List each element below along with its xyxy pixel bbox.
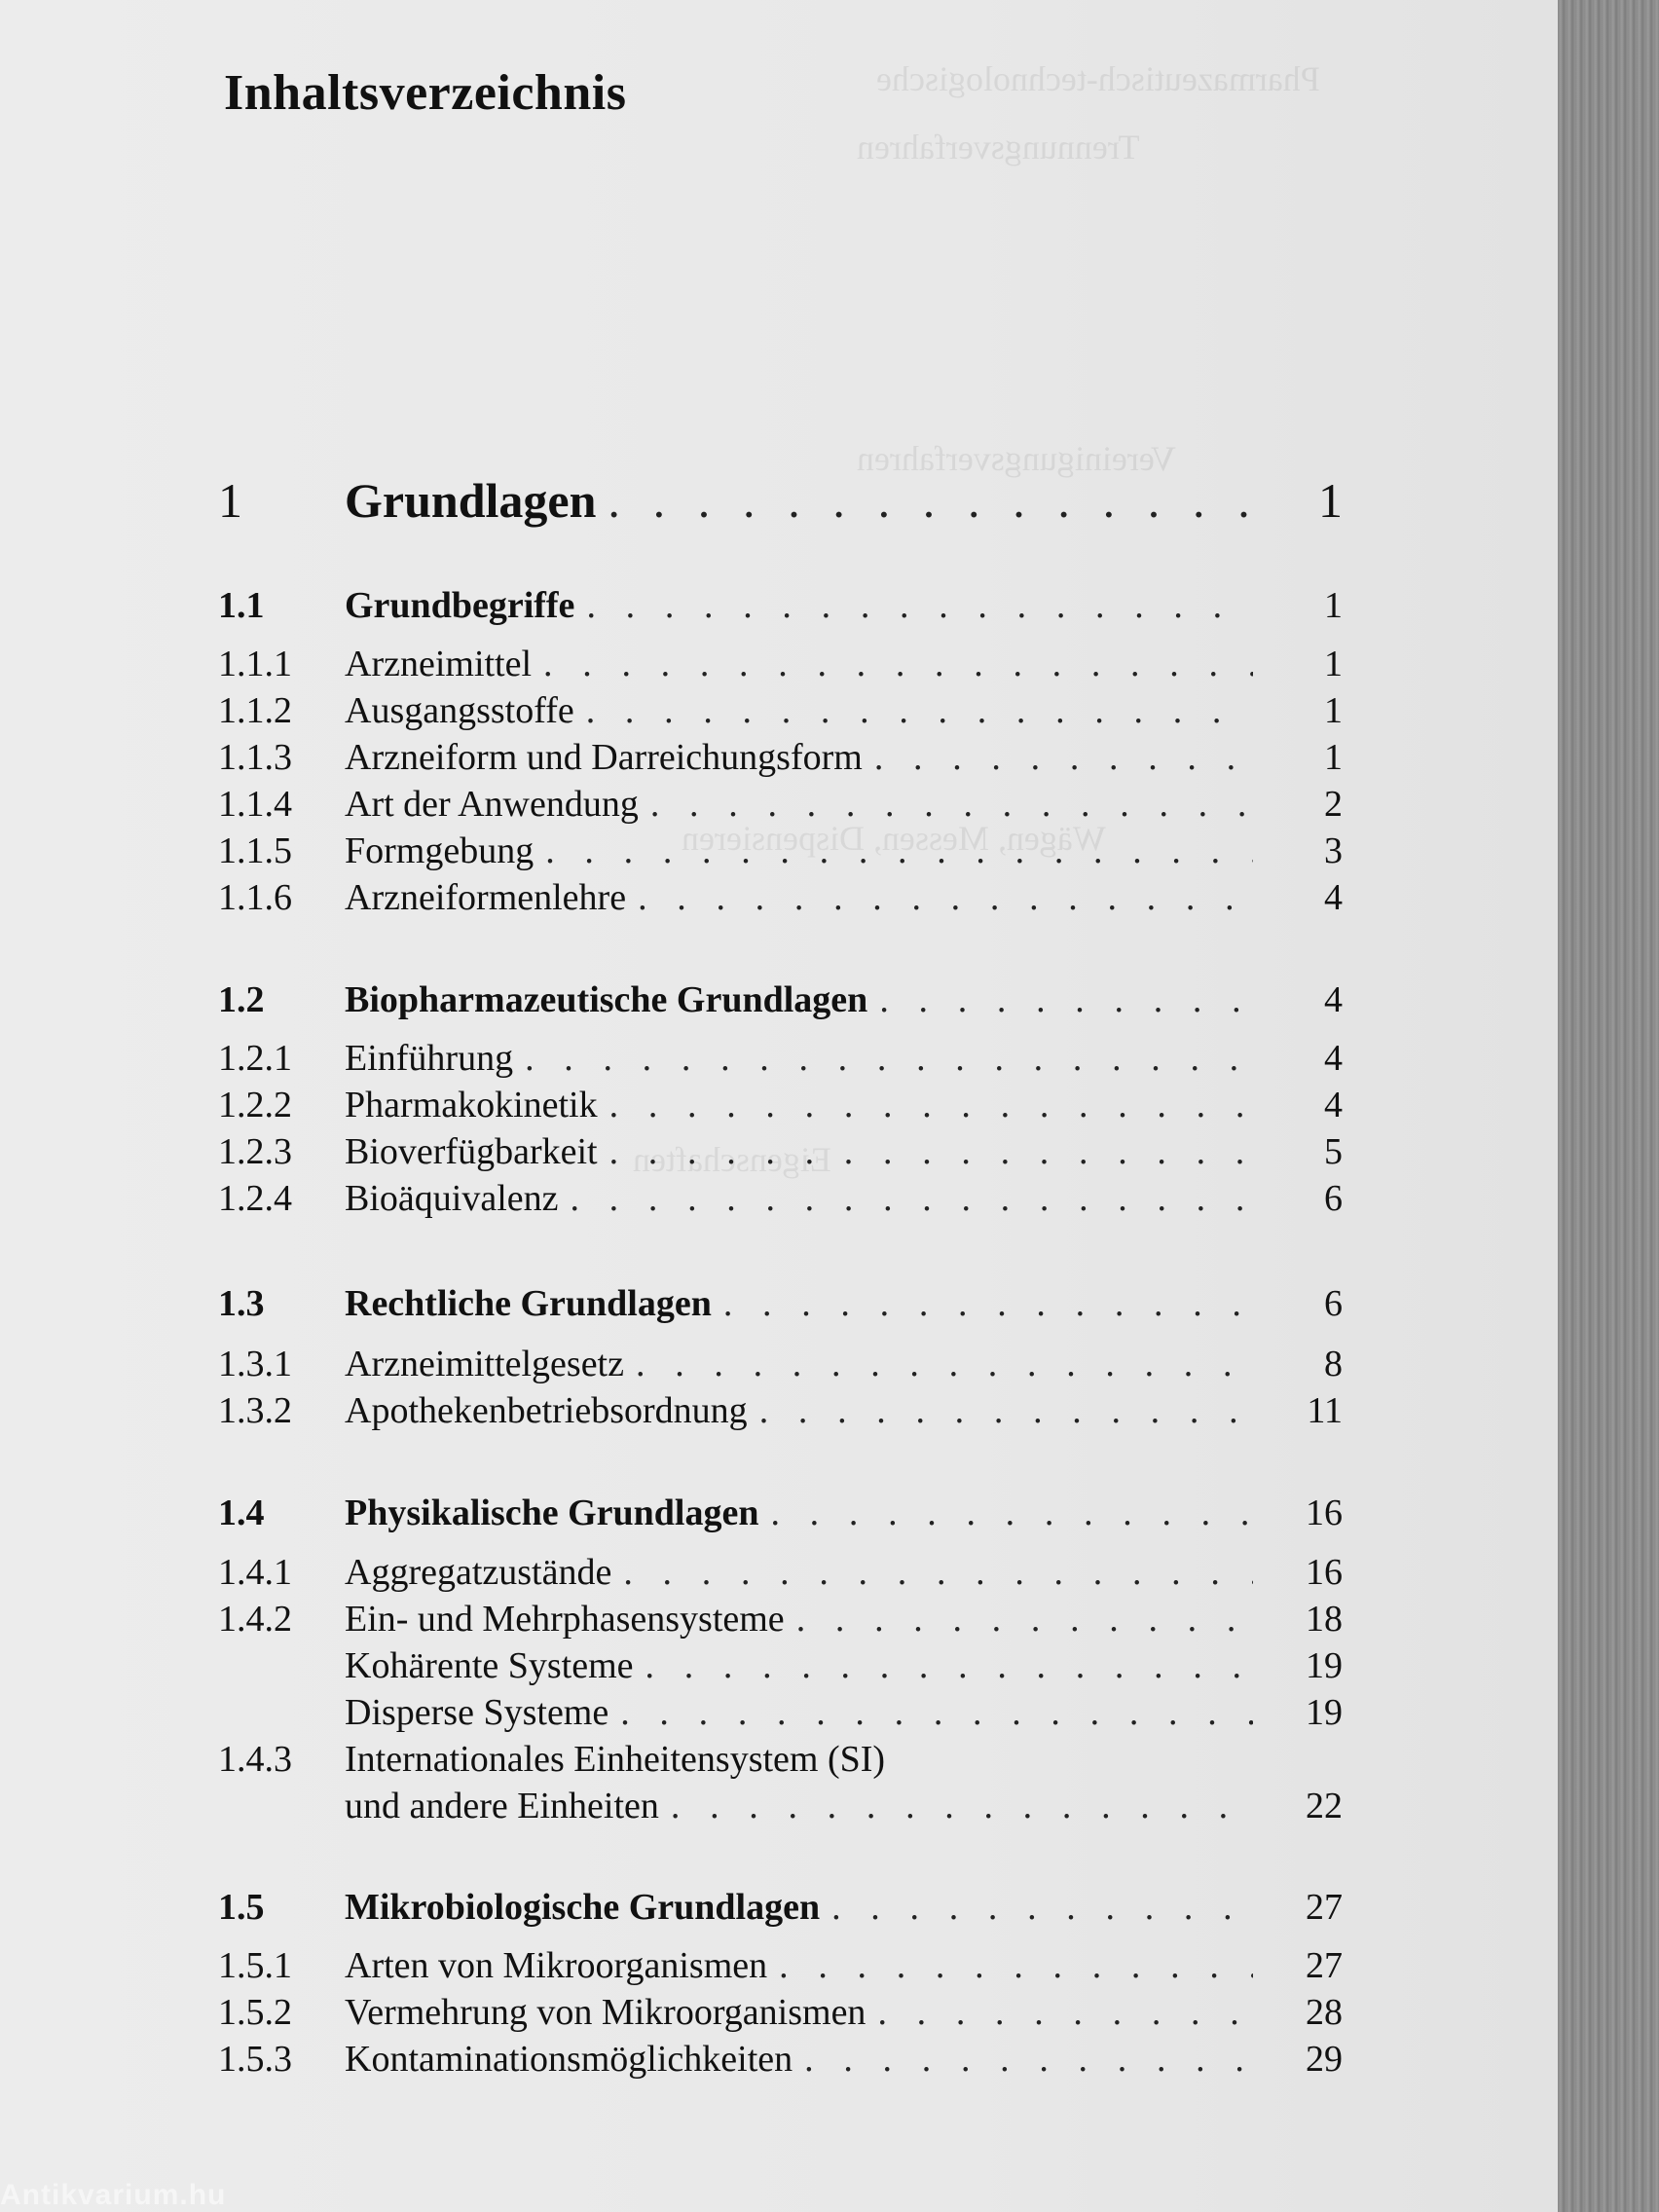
page-number: 29 — [1306, 2039, 1343, 2080]
section-number: 1.2.3 — [218, 1131, 292, 1172]
page-number: 27 — [1306, 1945, 1343, 1986]
page-number: 27 — [1306, 1887, 1343, 1928]
section-title: Arzneiformenlehre — [345, 877, 627, 918]
dot-leader — [638, 875, 1253, 920]
section-number: 1.3.2 — [218, 1390, 292, 1431]
section-title: Kohärente Systeme — [345, 1645, 634, 1686]
page-number: 16 — [1306, 1493, 1343, 1533]
section-number: 1.5.2 — [218, 1992, 292, 2033]
section-number: 1.2 — [218, 979, 265, 1020]
page-number: 2 — [1324, 784, 1343, 825]
section-title: Aggregatzustände — [345, 1552, 612, 1593]
bleed-through-text: Trennungsverfahren — [857, 128, 1140, 166]
toc-subsection — [218, 1597, 1343, 1645]
toc-subsection — [218, 1176, 1343, 1225]
section-title: Art der Anwendung — [345, 784, 639, 825]
page-number: 1 — [1324, 585, 1343, 626]
page-number: 4 — [1324, 979, 1343, 1020]
toc-subsection — [218, 1784, 1343, 1832]
bleed-through-text: Vereinigungsverfahren — [857, 439, 1176, 478]
section-title: Bioverfügbarkeit — [345, 1131, 598, 1172]
toc-chapter — [218, 471, 1343, 532]
dot-leader — [877, 1990, 1253, 2035]
section-number: 1.3.1 — [218, 1344, 292, 1384]
section-title: Arten von Mikroorganismen — [345, 1945, 768, 1986]
page-number: 11 — [1307, 1390, 1343, 1431]
section-title: Arzneimittelgesetz — [345, 1344, 624, 1384]
chapter-title: Grundlagen — [345, 473, 597, 528]
toc-subsection — [218, 642, 1343, 690]
toc-section — [218, 1885, 1343, 1934]
section-title: Ausgangsstoffe — [345, 690, 574, 731]
section-title: Rechtliche Grundlagen — [345, 1283, 712, 1324]
page-number: 16 — [1306, 1552, 1343, 1593]
section-number: 1.4.2 — [218, 1599, 292, 1640]
section-number: 1.5.3 — [218, 2039, 292, 2080]
toc-subsection — [218, 1643, 1343, 1692]
toc-subsection — [218, 1737, 1343, 1786]
dot-leader — [623, 1550, 1253, 1595]
page-number: 4 — [1324, 1085, 1343, 1125]
toc-section — [218, 583, 1343, 632]
page-number: 28 — [1306, 1992, 1343, 2033]
page-number: 6 — [1324, 1178, 1343, 1219]
section-number: 1.4 — [218, 1493, 265, 1533]
toc-subsection — [218, 1083, 1343, 1131]
dot-leader — [543, 642, 1253, 686]
toc-subsection — [218, 735, 1343, 784]
toc-subsection — [218, 688, 1343, 737]
section-number: 1.5 — [218, 1887, 265, 1928]
toc-subsection — [218, 1036, 1343, 1085]
section-title: Bioäquivalenz — [345, 1178, 559, 1219]
toc-section — [218, 977, 1343, 1026]
section-title: und andere Einheiten — [345, 1786, 659, 1826]
section-title: Ein- und Mehrphasensysteme — [345, 1599, 785, 1640]
toc-subsection — [218, 1943, 1343, 1992]
section-number: 1.1.3 — [218, 737, 292, 778]
section-number: 1.1.4 — [218, 784, 292, 825]
dot-leader — [570, 1176, 1253, 1221]
watermark: Antikvarium.hu — [0, 2179, 227, 2211]
toc-subsection — [218, 1690, 1343, 1739]
section-title: Einführung — [345, 1038, 514, 1079]
dot-leader — [525, 1036, 1253, 1081]
bleed-through-text: Pharmazeutisch-technologische — [876, 59, 1320, 98]
dot-leader — [645, 1643, 1253, 1688]
section-title: Grundbegriffe — [345, 585, 575, 626]
toc-section — [218, 1281, 1343, 1330]
section-number: 1.4.3 — [218, 1739, 292, 1780]
dot-leader — [759, 1388, 1253, 1433]
page-number: 18 — [1306, 1599, 1343, 1640]
section-number: 1.1.1 — [218, 644, 292, 684]
section-number: 1.3 — [218, 1283, 265, 1324]
section-number: 1.1.2 — [218, 690, 292, 731]
section-title: Apothekenbetriebsordnung — [345, 1390, 748, 1431]
dot-leader — [620, 1690, 1253, 1735]
section-title: Formgebung — [345, 830, 535, 871]
section-number: 1.1.5 — [218, 830, 292, 871]
dot-leader — [609, 1083, 1253, 1127]
section-title: Kontaminationsmöglichkeiten — [345, 2039, 793, 2080]
dot-leader — [608, 471, 1253, 530]
page-number: 3 — [1324, 830, 1343, 871]
dot-leader — [609, 1129, 1253, 1174]
page-number: 1 — [1324, 690, 1343, 731]
dot-leader — [671, 1784, 1253, 1828]
page-title: Inhaltsverzeichnis — [224, 65, 627, 121]
section-number: 1.5.1 — [218, 1945, 292, 1986]
section-number: 1.2.2 — [218, 1085, 292, 1125]
bleed-through-text: Eigenschaften — [633, 1140, 831, 1179]
section-title: Internationales Einheitensystem (SI) — [345, 1739, 886, 1780]
section-title: Arzneimittel — [345, 644, 533, 684]
toc-subsection — [218, 829, 1343, 877]
toc-subsection — [218, 1129, 1343, 1178]
toc-subsection — [218, 1550, 1343, 1599]
section-title: Mikrobiologische Grundlagen — [345, 1887, 821, 1928]
bleed-through-text: Wägen, Messen, Dispensieren — [682, 819, 1106, 858]
dot-leader — [879, 977, 1253, 1022]
dot-leader — [545, 829, 1253, 873]
dot-leader — [831, 1885, 1253, 1930]
page-number: 1 — [1324, 737, 1343, 778]
section-number: 1.1 — [218, 585, 265, 626]
dot-leader — [796, 1597, 1253, 1641]
section-title: Pharmakokinetik — [345, 1085, 598, 1125]
toc-subsection — [218, 1990, 1343, 2039]
chapter-number: 1 — [218, 473, 242, 528]
section-title: Biopharmazeutische Grundlagen — [345, 979, 868, 1020]
dot-leader — [770, 1491, 1253, 1535]
dot-leader — [804, 2037, 1253, 2082]
page-number: 4 — [1324, 877, 1343, 918]
page-number: 19 — [1306, 1645, 1343, 1686]
dot-leader — [586, 688, 1253, 733]
section-title: Physikalische Grundlagen — [345, 1493, 759, 1533]
page-number: 4 — [1324, 1038, 1343, 1079]
toc-subsection — [218, 782, 1343, 830]
page-number: 19 — [1306, 1692, 1343, 1733]
dot-leader — [779, 1943, 1253, 1988]
dot-leader — [650, 782, 1253, 827]
page-number: 1 — [1324, 644, 1343, 684]
dot-leader — [586, 583, 1253, 628]
dot-leader — [636, 1342, 1253, 1386]
page-number: 22 — [1306, 1786, 1343, 1826]
dot-leader — [723, 1281, 1253, 1326]
page-number: 6 — [1324, 1283, 1343, 1324]
section-number: 1.2.1 — [218, 1038, 292, 1079]
page-number: 8 — [1324, 1344, 1343, 1384]
toc-section — [218, 1491, 1343, 1539]
toc-subsection — [218, 875, 1343, 924]
section-number: 1.1.6 — [218, 877, 292, 918]
page-number: 5 — [1324, 1131, 1343, 1172]
toc-subsection — [218, 2037, 1343, 2085]
page-edge — [1558, 0, 1659, 2212]
dot-leader — [874, 735, 1253, 780]
toc-subsection — [218, 1342, 1343, 1390]
section-title: Disperse Systeme — [345, 1692, 609, 1733]
section-title: Arzneiform und Darreichungsform — [345, 737, 863, 778]
toc-subsection — [218, 1388, 1343, 1437]
page-number: 1 — [1318, 473, 1343, 528]
section-number: 1.2.4 — [218, 1178, 292, 1219]
section-number: 1.4.1 — [218, 1552, 292, 1593]
section-title: Vermehrung von Mikroorganismen — [345, 1992, 866, 2033]
